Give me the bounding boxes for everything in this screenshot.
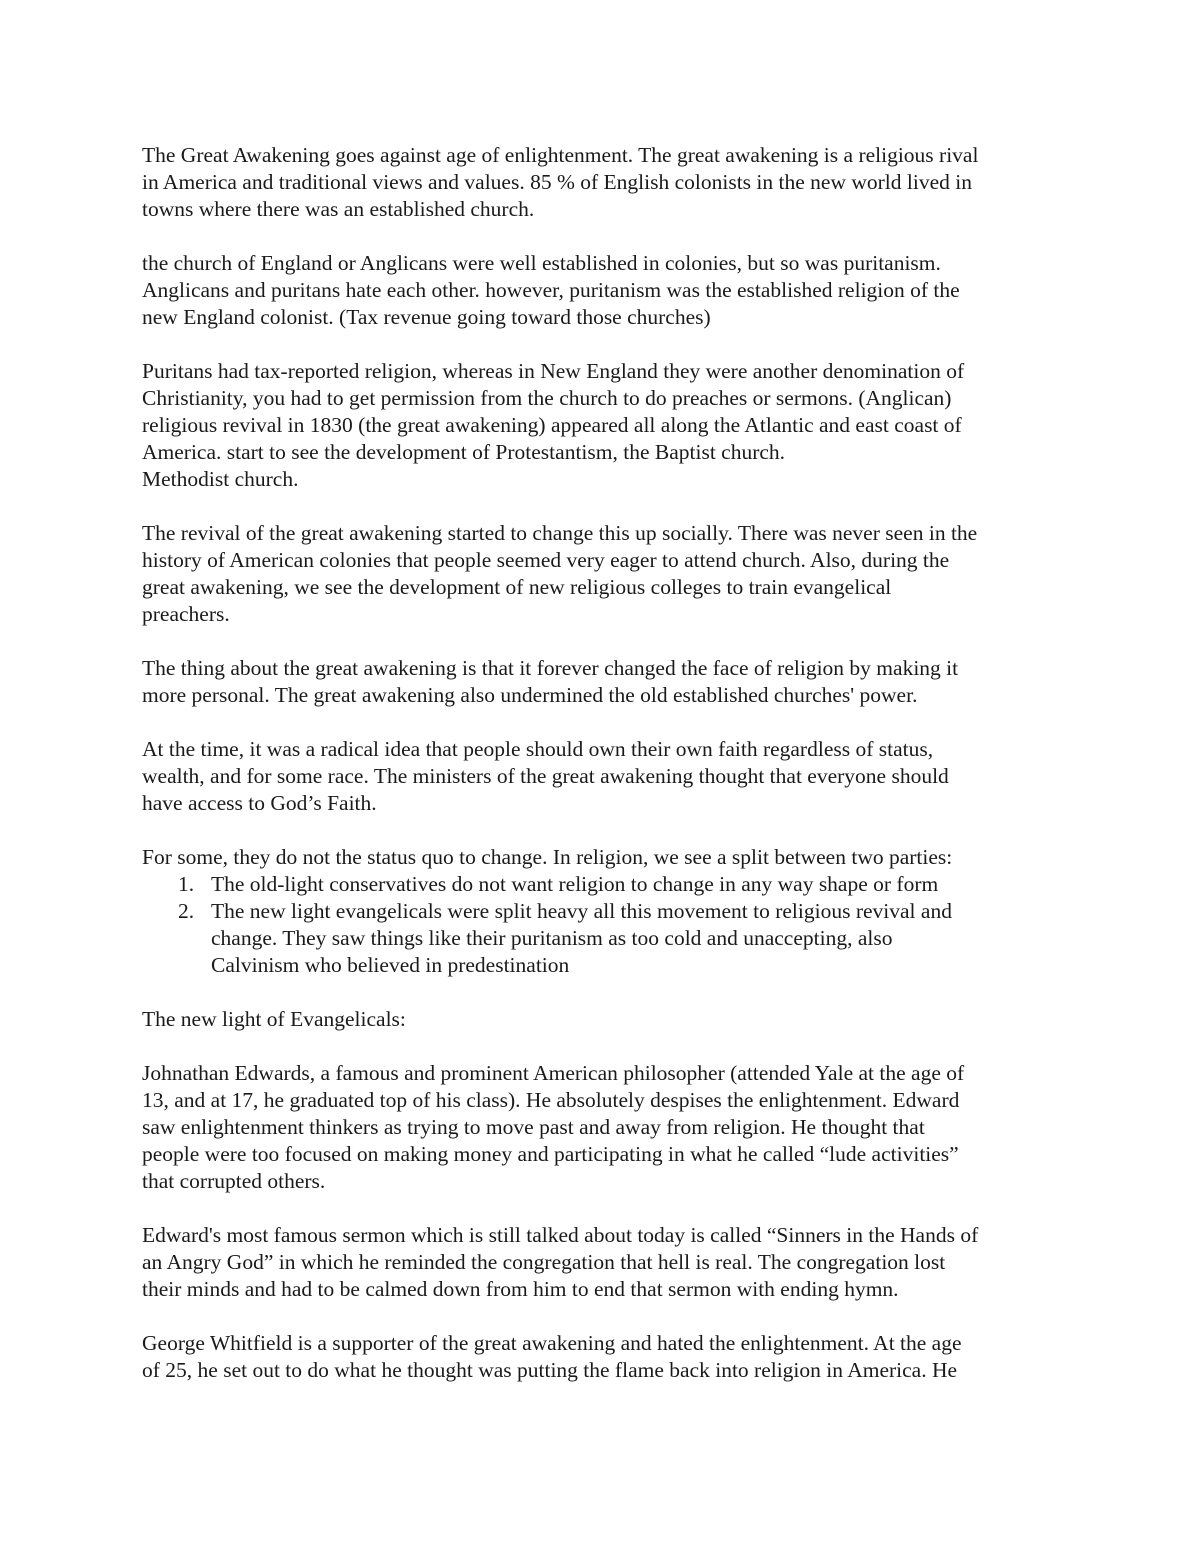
- paragraph-johnathan-edwards: Johnathan Edwards, a famous and prominent American philosopher (attended Yale at the age of 13, and at 17, he graduated top of his class). He absolutely despises the enlightenment. Edward saw enlightenment thinkers as trying to move past and away from religion. He thought that people were too focused on making money and participating in what he called “lude activities” that corrupted others.: [142, 1061, 965, 1193]
- document-body: [142, 142, 1067, 1411]
- list-item-text: The new light evangelicals were split heavy all this movement to religious revival and change. They saw things like their puritanism as too cold and unaccepting, also Calvinism who believed in predestination: [211, 899, 952, 977]
- paragraph-list-intro: For some, they do not the status quo to change. In religion, we see a split between two parties:: [142, 845, 953, 869]
- list-item: [142, 871, 1067, 898]
- paragraph-social-change: The revival of the great awakening started to change this up socially. There was never seen in the history of American colonies that people seemed very eager to attend church. Also, during the great awakening, we see the development of new religious colleges to train evangelical preachers.: [142, 521, 978, 626]
- list-item-text: The old-light conservatives do not want religion to change in any way shape or form: [211, 872, 939, 896]
- paragraph-anglicans-puritans: the church of England or Anglicans were well established in colonies, but so was puritanism. Anglicans and puritans hate each other. however, puritanism was the established religion of the new England colonist. (Tax revenue going toward those churches): [142, 251, 960, 329]
- list-item-number: 1.: [178, 872, 195, 896]
- paragraph-religious-revival: Puritans had tax-reported religion, whereas in New England they were another denomination of Christianity, you had to get permission from the church to do preaches or sermons. (Anglican) religious revival in 1830 (the great awakening) appeared all along the Atlantic and east coast of America. start to see the development of Protestantism, the Baptist church. Methodist church.: [142, 359, 965, 491]
- paragraph-george-whitfield: George Whitfield is a supporter of the great awakening and hated the enlightenment. At the age of 25, he set out to do what he thought was putting the flame back into religion in America. He: [142, 1331, 962, 1382]
- list-item-number: 2.: [178, 899, 195, 923]
- paragraph-personal-religion: The thing about the great awakening is that it forever changed the face of religion by making it more personal. The great awakening also undermined the old established churches' power.: [142, 656, 959, 707]
- paragraph-great-awakening-intro: The Great Awakening goes against age of enlightenment. The great awakening is a religious rival in America and traditional views and values. 85 % of English colonists in the new world lived in towns where there was an established church.: [142, 143, 979, 221]
- paragraph-new-light-heading: The new light of Evangelicals:: [142, 1007, 406, 1031]
- numbered-list: [142, 871, 1067, 979]
- paragraph-edwards-sermon: Edward's most famous sermon which is still talked about today is called “Sinners in the Hands of an Angry God” in which he reminded the congregation that hell is real. The congregation lost their minds and had to be calmed down from him to end that sermon with ending hymn.: [142, 1223, 979, 1301]
- paragraph-radical-idea: At the time, it was a radical idea that people should own their own faith regardless of status, wealth, and for some race. The ministers of the great awakening thought that everyone should have access to God’s Faith.: [142, 737, 949, 815]
- list-item: [142, 898, 1067, 979]
